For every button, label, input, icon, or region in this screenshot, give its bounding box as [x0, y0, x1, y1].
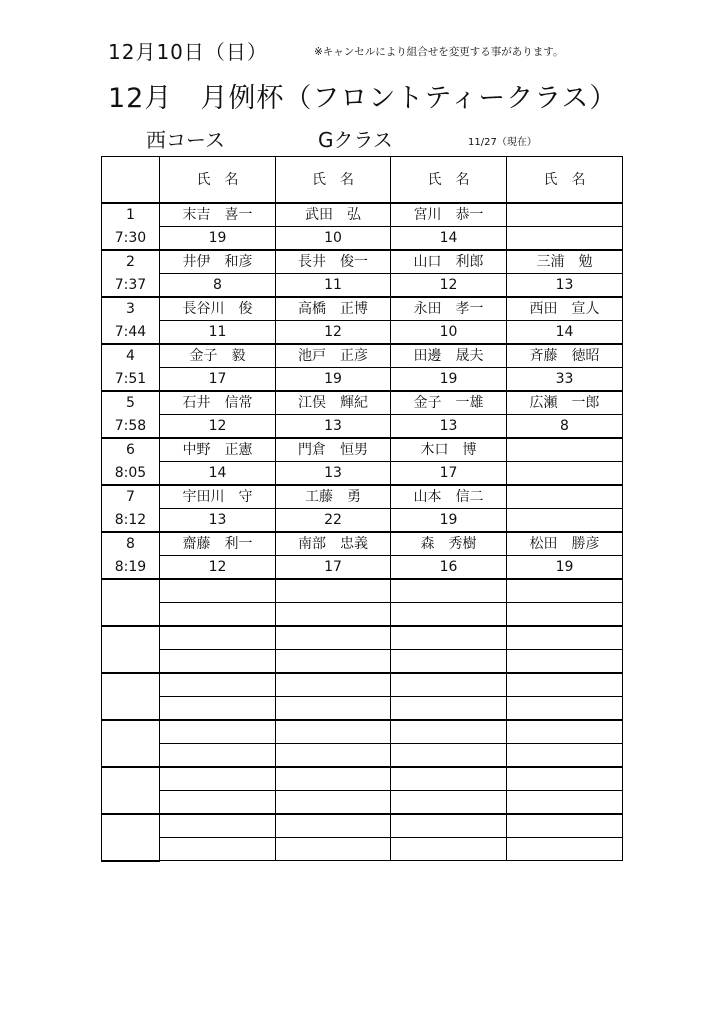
player-name: 工藤 勇 [276, 485, 391, 509]
empty-name-cell [160, 767, 276, 791]
empty-group-row [102, 673, 623, 697]
player-name: 中野 正憲 [160, 438, 276, 462]
group-score-row [102, 462, 623, 486]
player-name: 森 秀樹 [391, 532, 507, 556]
tee-time: 7:37 [102, 274, 160, 298]
course-name: 西コース [146, 128, 225, 152]
group-number: 7 [102, 485, 160, 509]
player-handicap: 22 [276, 509, 391, 533]
class-name: Gクラス [318, 128, 393, 152]
player-name: 長谷川 俊 [160, 297, 276, 321]
player-name: 池戸 正彦 [276, 344, 391, 368]
group-name-row [102, 250, 623, 274]
empty-score-cell [160, 697, 276, 721]
empty-group-row [102, 767, 623, 791]
player-handicap: 12 [276, 321, 391, 345]
empty-score-cell [160, 650, 276, 674]
empty-score-cell [160, 791, 276, 815]
empty-name-cell [507, 579, 623, 603]
player-handicap: 13 [507, 274, 623, 298]
player-name: 長井 俊一 [276, 250, 391, 274]
player-name: 山本 信二 [391, 485, 507, 509]
empty-name-cell [391, 720, 507, 744]
tee-time: 8:12 [102, 509, 160, 533]
tee-time: 7:58 [102, 415, 160, 439]
player-handicap: 12 [160, 556, 276, 580]
player-name: 高橋 正博 [276, 297, 391, 321]
player-name: 三浦 勉 [507, 250, 623, 274]
empty-group-label-cell [102, 579, 160, 626]
player-name: 井伊 和彦 [160, 250, 276, 274]
player-handicap: 16 [391, 556, 507, 580]
tee-time: 8:19 [102, 556, 160, 580]
player-name [507, 485, 623, 509]
empty-name-cell [507, 720, 623, 744]
empty-score-cell [391, 838, 507, 861]
empty-name-cell [160, 626, 276, 650]
player-name [507, 203, 623, 227]
empty-score-cell [160, 838, 276, 861]
player-handicap [507, 227, 623, 251]
column-header: 氏 名 [276, 157, 391, 204]
group-number: 5 [102, 391, 160, 415]
empty-group-row [102, 744, 623, 768]
tee-time: 7:51 [102, 368, 160, 392]
player-name: 南部 忠義 [276, 532, 391, 556]
player-name: 斉藤 徳昭 [507, 344, 623, 368]
empty-group-label-cell [102, 673, 160, 720]
player-handicap: 14 [391, 227, 507, 251]
group-number: 3 [102, 297, 160, 321]
pairing-table [101, 156, 623, 862]
group-number: 6 [102, 438, 160, 462]
tee-time: 8:05 [102, 462, 160, 486]
empty-name-cell [276, 579, 391, 603]
player-name: 齋藤 利一 [160, 532, 276, 556]
player-handicap: 10 [391, 321, 507, 345]
player-name: 末吉 喜一 [160, 203, 276, 227]
group-score-row [102, 227, 623, 251]
player-handicap [507, 462, 623, 486]
empty-name-cell [507, 626, 623, 650]
player-handicap: 19 [507, 556, 623, 580]
empty-score-cell [391, 650, 507, 674]
player-name: 門倉 恒男 [276, 438, 391, 462]
player-name: 石井 信常 [160, 391, 276, 415]
empty-group-label-cell [102, 626, 160, 673]
player-handicap: 12 [391, 274, 507, 298]
empty-name-cell [507, 767, 623, 791]
group-score-row [102, 368, 623, 392]
empty-name-cell [160, 579, 276, 603]
empty-group-row [102, 626, 623, 650]
player-handicap: 33 [507, 368, 623, 392]
player-handicap: 14 [507, 321, 623, 345]
player-handicap: 13 [276, 415, 391, 439]
header-blank-cell [102, 157, 160, 204]
group-score-row [102, 509, 623, 533]
player-handicap: 13 [160, 509, 276, 533]
empty-name-cell [391, 626, 507, 650]
player-handicap: 10 [276, 227, 391, 251]
empty-score-cell [276, 791, 391, 815]
player-name: 田邊 晟夫 [391, 344, 507, 368]
player-name: 金子 毅 [160, 344, 276, 368]
group-number: 1 [102, 203, 160, 227]
empty-score-cell [276, 650, 391, 674]
group-score-row [102, 415, 623, 439]
group-name-row [102, 203, 623, 227]
empty-name-cell [276, 767, 391, 791]
empty-group-row [102, 814, 623, 838]
empty-group-row [102, 603, 623, 627]
empty-name-cell [276, 673, 391, 697]
player-name: 木口 博 [391, 438, 507, 462]
empty-name-cell [391, 579, 507, 603]
player-name: 金子 一雄 [391, 391, 507, 415]
group-score-row [102, 556, 623, 580]
empty-group-row [102, 720, 623, 744]
page-title: 12月 月例杯（フロントティークラス） [108, 83, 618, 114]
player-handicap: 13 [276, 462, 391, 486]
player-name: 山口 利郎 [391, 250, 507, 274]
empty-score-cell [276, 744, 391, 768]
as-of-date: 11/27（現在） [468, 137, 537, 148]
player-handicap: 13 [391, 415, 507, 439]
group-name-row [102, 344, 623, 368]
empty-name-cell [276, 626, 391, 650]
empty-score-cell [507, 838, 623, 861]
empty-name-cell [507, 814, 623, 838]
player-name: 西田 宣人 [507, 297, 623, 321]
empty-name-cell [391, 767, 507, 791]
pairing-table-body [102, 157, 623, 861]
empty-name-cell [391, 814, 507, 838]
table-header-row [102, 157, 623, 204]
empty-group-row [102, 650, 623, 674]
group-name-row [102, 532, 623, 556]
group-score-row [102, 274, 623, 298]
empty-group-row [102, 838, 623, 861]
group-name-row [102, 391, 623, 415]
empty-score-cell [391, 744, 507, 768]
player-handicap: 8 [507, 415, 623, 439]
player-handicap: 19 [276, 368, 391, 392]
empty-score-cell [507, 697, 623, 721]
empty-score-cell [276, 603, 391, 627]
player-handicap: 11 [160, 321, 276, 345]
empty-score-cell [507, 791, 623, 815]
player-handicap: 17 [276, 556, 391, 580]
empty-group-label-cell [102, 814, 160, 861]
player-handicap: 17 [391, 462, 507, 486]
empty-group-label-cell [102, 767, 160, 814]
player-name: 広瀬 一郎 [507, 391, 623, 415]
empty-score-cell [276, 838, 391, 861]
group-number: 8 [102, 532, 160, 556]
player-handicap: 19 [391, 368, 507, 392]
empty-score-cell [160, 603, 276, 627]
empty-name-cell [276, 720, 391, 744]
player-name: 宮川 恭一 [391, 203, 507, 227]
empty-score-cell [160, 744, 276, 768]
tee-time: 7:30 [102, 227, 160, 251]
empty-score-cell [507, 744, 623, 768]
empty-group-row [102, 697, 623, 721]
player-name: 永田 孝一 [391, 297, 507, 321]
cancellation-note: ※キャンセルにより組合せを変更する事があります。 [314, 46, 564, 58]
player-name [507, 438, 623, 462]
empty-name-cell [391, 673, 507, 697]
group-number: 4 [102, 344, 160, 368]
player-handicap: 19 [160, 227, 276, 251]
empty-group-row [102, 791, 623, 815]
empty-score-cell [507, 603, 623, 627]
player-name: 松田 勝彦 [507, 532, 623, 556]
empty-name-cell [276, 814, 391, 838]
empty-name-cell [507, 673, 623, 697]
event-date: 12月10日（日） [108, 40, 268, 64]
player-handicap: 17 [160, 368, 276, 392]
player-name: 江俣 輝紀 [276, 391, 391, 415]
group-name-row [102, 438, 623, 462]
empty-score-cell [391, 603, 507, 627]
player-handicap: 11 [276, 274, 391, 298]
player-name: 宇田川 守 [160, 485, 276, 509]
group-name-row [102, 297, 623, 321]
column-header: 氏 名 [160, 157, 276, 204]
empty-group-label-cell [102, 720, 160, 767]
empty-name-cell [160, 673, 276, 697]
tee-time: 7:44 [102, 321, 160, 345]
player-handicap: 14 [160, 462, 276, 486]
empty-score-cell [391, 791, 507, 815]
player-handicap [507, 509, 623, 533]
empty-group-row [102, 579, 623, 603]
empty-name-cell [160, 720, 276, 744]
player-handicap: 12 [160, 415, 276, 439]
column-header: 氏 名 [507, 157, 623, 204]
group-number: 2 [102, 250, 160, 274]
group-name-row [102, 485, 623, 509]
player-handicap: 19 [391, 509, 507, 533]
empty-score-cell [507, 650, 623, 674]
player-name: 武田 弘 [276, 203, 391, 227]
column-header: 氏 名 [391, 157, 507, 204]
empty-score-cell [276, 697, 391, 721]
group-score-row [102, 321, 623, 345]
empty-name-cell [160, 814, 276, 838]
player-handicap: 8 [160, 274, 276, 298]
empty-score-cell [391, 697, 507, 721]
